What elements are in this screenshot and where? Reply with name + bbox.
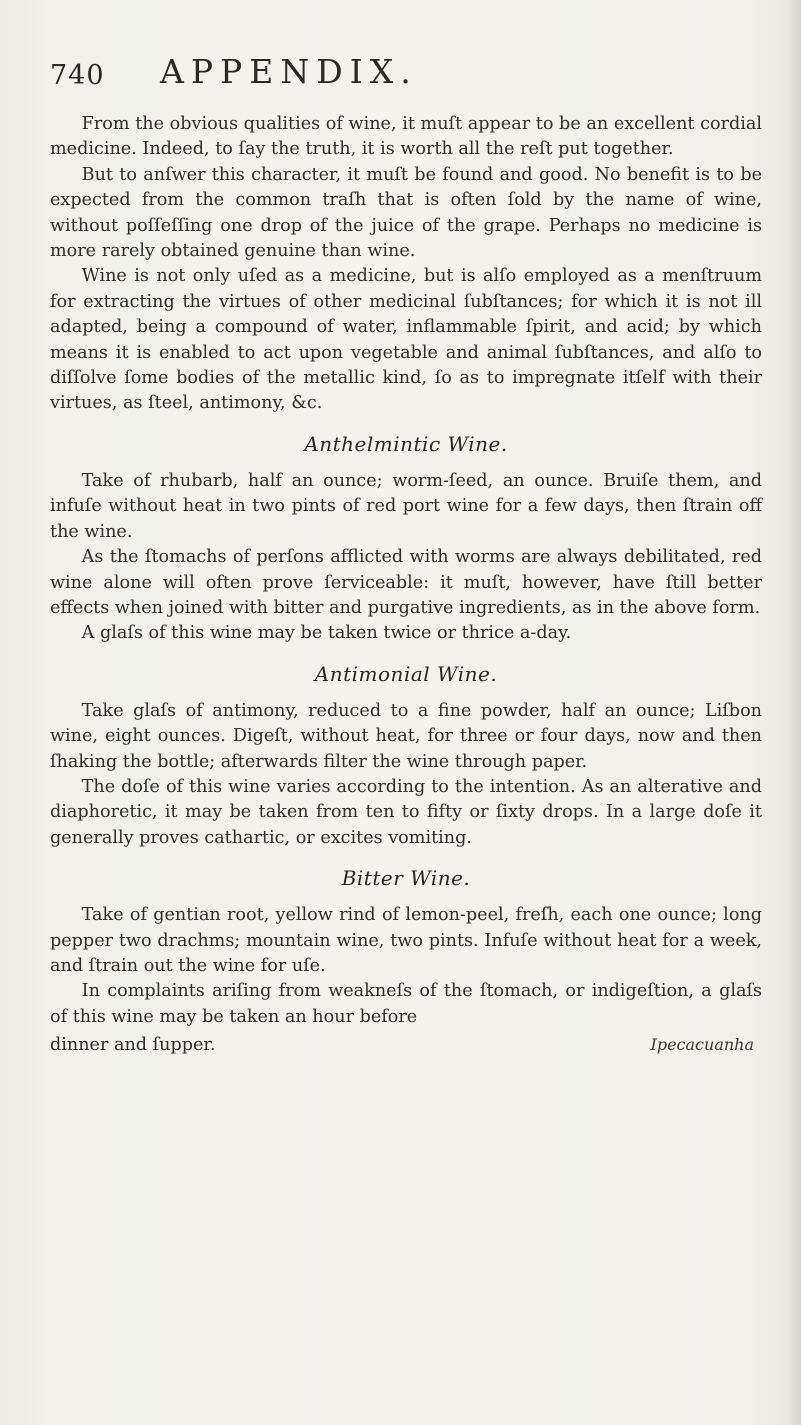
paragraph-anthelmintic-dose: A glaſs of this wine may be taken twice or thrice a-day.: [81, 623, 572, 644]
heading-anthelmintic-wine: Anthelmintic Wine.: [304, 431, 508, 456]
paragraph-antimonial-dose: The doſe of this wine varies according to the intention. As an alterative and diaphoretic, it may be taken from ten to fifty or ſixty drops. In a large doſe it generally proves cathartic, or excites vomiting.: [50, 776, 762, 848]
page-header: [50, 52, 770, 98]
body-text: [50, 112, 762, 1059]
last-line: [50, 1032, 762, 1058]
page-number: 740: [50, 60, 105, 91]
page-edge-shadow: [787, 0, 801, 1425]
paragraph-bitter-last-line: dinner and ſupper.: [50, 1035, 216, 1056]
heading-bitter-wine: Bitter Wine.: [341, 866, 471, 891]
paragraph-wine-genuine: But to anſwer this character, it muſt be found and good. No benefit is to be expected from the common traſh that is often ſold by the name of wine, without poſſeſſing one drop of the juice of the grape. Perhaps no medicine is more rarely obtained genuine than wine.: [50, 164, 762, 262]
paragraph-bitter-recipe: Take of gentian root, yellow rind of lemon-peel, freſh, each one ounce; long pepper two drachms; mountain wine, two pints. Infuſe without heat for a week, and ſtrain out the wine for uſe.: [50, 905, 762, 976]
heading-antimonial-wine: Antimonial Wine.: [314, 661, 498, 686]
paragraph-wine-menstruum: Wine is not only uſed as a medicine, but is alſo employed as a menſtruum for extracting the virtues of other medicinal ſubſtances; for which it is not ill adapted, being a compound of water, inflammable ſpirit, and acid; by which means it is enabled to act upon vegetable and animal ſubſtances, and alſo to diſſolve ſome bodies of the metallic kind, ſo as to impregnate itſelf with their virtues, as ſteel, antimony, &c.: [50, 266, 762, 414]
paragraph-wine-cordial: From the obvious qualities of wine, it muſt appear to be an excellent cordial medicine. Indeed, to ſay the truth, it is worth all the reſt put together.: [50, 114, 762, 160]
paragraph-anthelmintic-notes: As the ſtomachs of perſons afflicted with worms are always debilitated, red wine alone will often prove ſerviceable: it muſt, however, have ſtill better effects when joined with bitter and purgative ingredients, as in the above form.: [50, 547, 762, 618]
catchword: Ipecacuanha: [650, 1035, 754, 1055]
paragraph-anthelmintic-recipe: Take of rhubarb, half an ounce; worm-ſeed, an ounce. Bruiſe them, and infuſe without heat in two pints of red port wine for a few days, then ſtrain off the wine.: [50, 470, 762, 542]
paragraph-antimonial-recipe: Take glaſs of antimony, reduced to a fine powder, half an ounce; Liſbon wine, eight ounces. Digeſt, without heat, for three or four days, now and then ſhaking the bottle; afterwards filter the wine through paper.: [50, 700, 762, 772]
paragraph-bitter-use: In complaints ariſing from weakneſs of the ſtomach, or indigeſtion, a glaſs of this wine may be taken an hour before: [50, 981, 762, 1027]
running-head: APPENDIX.: [160, 52, 418, 91]
